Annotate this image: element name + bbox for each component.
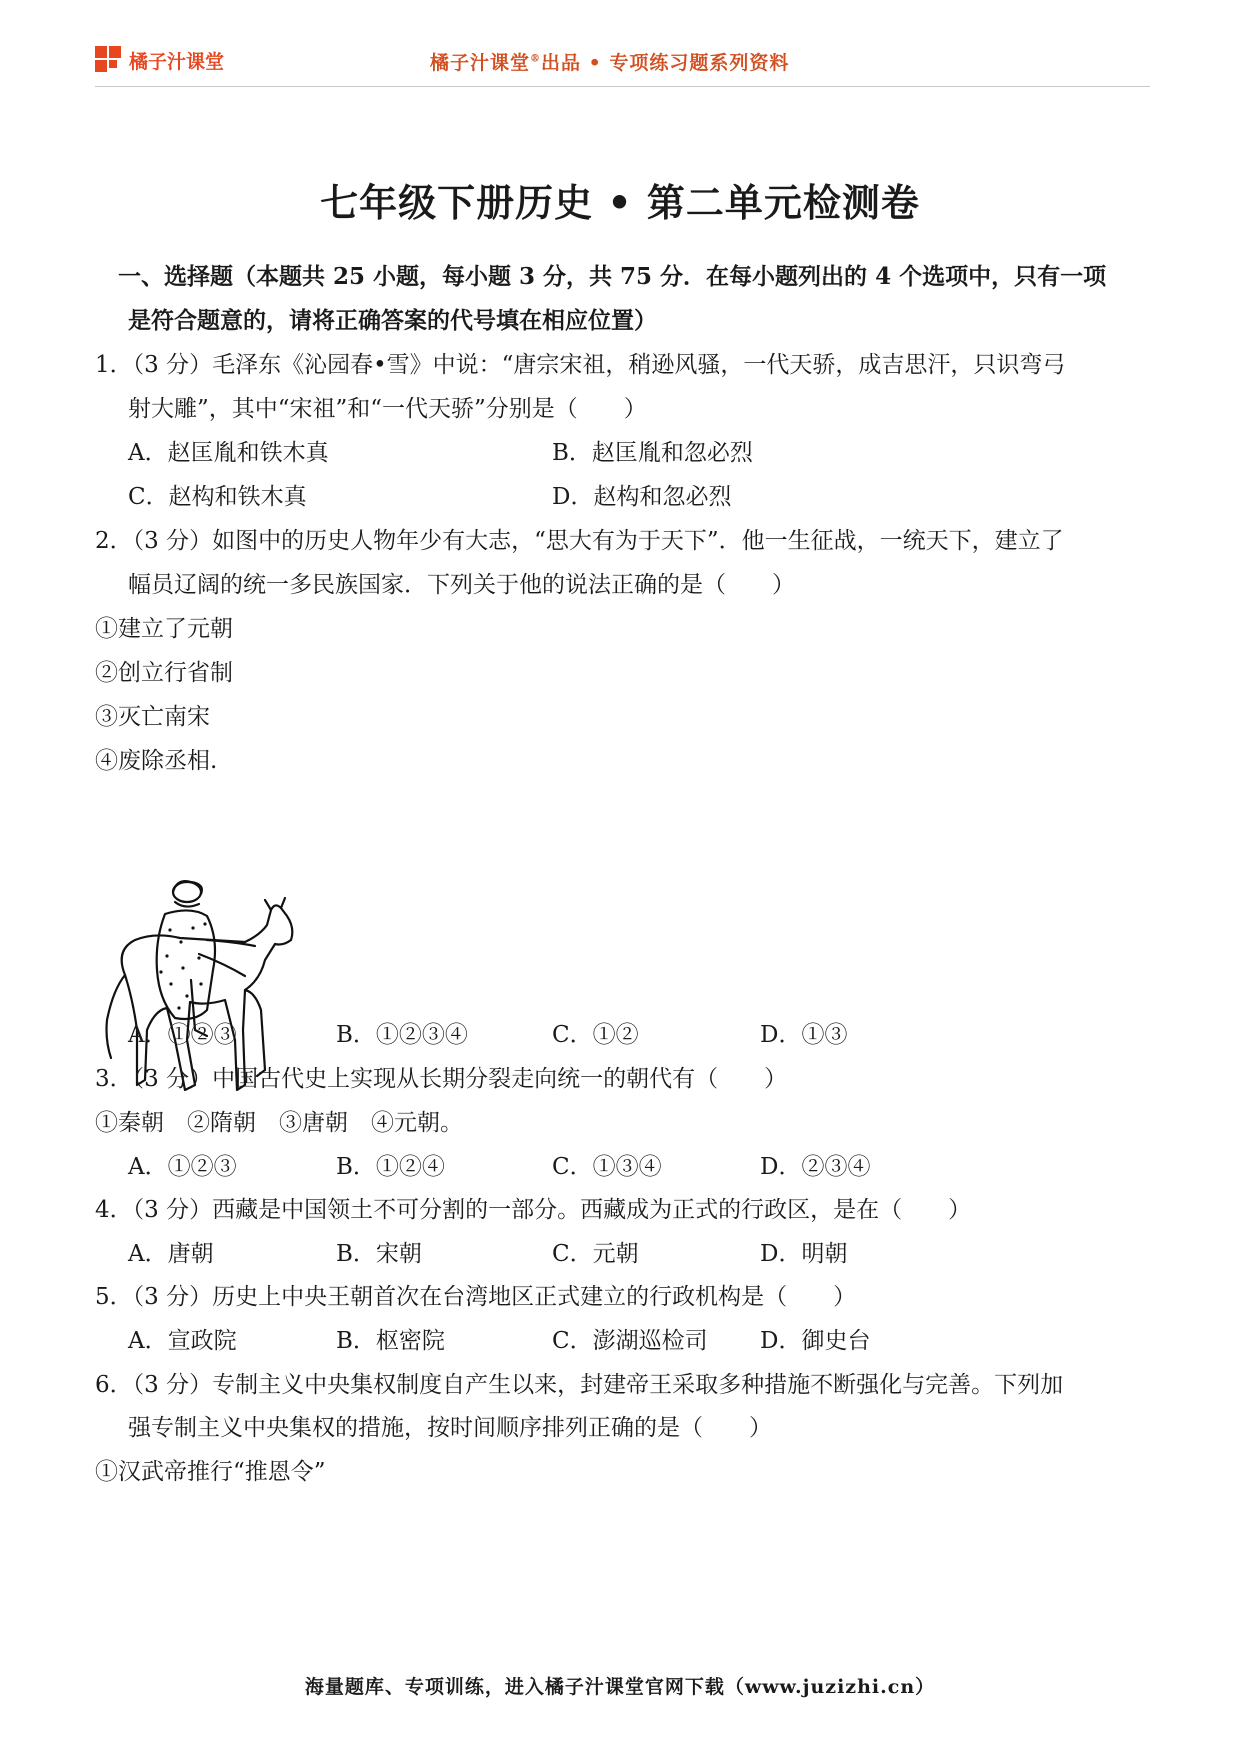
page-footer: 海量题库、专项训练，进入橘子汁课堂官网下载（www.juzizhi.cn） xyxy=(304,1676,936,1698)
logo-icon xyxy=(95,46,123,74)
q5-option-b: B．枢密院 xyxy=(336,1328,445,1354)
q1-option-c: C．赵构和铁木真 xyxy=(128,484,307,510)
brand-logo xyxy=(95,46,224,74)
q2-option-b: B．①②③④ xyxy=(336,1022,468,1048)
q3-option-d: D．②③④ xyxy=(760,1154,871,1180)
q2-item-2: ②创立行省制 xyxy=(95,660,233,686)
q2-option-a: A．①②③ xyxy=(128,1022,237,1048)
page-header xyxy=(95,40,1150,87)
q1-option-b: B．赵匡胤和忽必烈 xyxy=(552,440,753,466)
section-heading-line1: 一、选择题（本题共 25 小题，每小题 3 分，共 75 分．在每小题列出的 4 个选项中，只有一项 xyxy=(118,263,1107,290)
q2-item-4: ④废除丞相. xyxy=(95,748,218,774)
q5-stem: 5．（3 分）历史上中央王朝首次在台湾地区正式建立的行政机构是（ ） xyxy=(95,1284,857,1310)
q3-option-b: B．①②④ xyxy=(336,1154,445,1180)
q6-stem-line2: 强专制主义中央集权的措施，按时间顺序排列正确的是（ ） xyxy=(128,1415,772,1441)
q5-option-c: C．澎湖巡检司 xyxy=(552,1328,708,1354)
q6-item-1: ①汉武帝推行“推恩令” xyxy=(95,1459,326,1485)
q3-stem: 3．（3 分）中国古代史上实现从长期分裂走向统一的朝代有（ ） xyxy=(95,1066,788,1092)
q2-stem-line2: 幅员辽阔的统一多民族国家．下列关于他的说法正确的是（ ） xyxy=(128,572,795,598)
document-title: 七年级下册历史 • 第二单元检测卷 xyxy=(320,180,920,225)
section-heading-line2: 是符合题意的，请将正确答案的代号填在相应位置） xyxy=(128,307,657,334)
q4-stem: 4．（3 分）西藏是中国领土不可分割的一部分。西藏成为正式的行政区，是在（ ） xyxy=(95,1197,972,1223)
q2-option-c: C．①② xyxy=(552,1022,639,1048)
logo-text: 橘子汁课堂 xyxy=(129,50,225,73)
q2-option-d: D．①③ xyxy=(760,1022,848,1048)
q5-option-a: A．宣政院 xyxy=(128,1328,237,1354)
q1-stem-line1: 1．（3 分）毛泽东《沁园春•雪》中说：“唐宗宋祖，稍逊风骚，一代天骄，成吉思汗，只识弯弓 xyxy=(95,352,1066,378)
q4-option-a: A．唐朝 xyxy=(128,1241,214,1267)
q2-item-3: ③灭亡南宋 xyxy=(95,704,210,730)
q3-items: ①秦朝 ②隋朝 ③唐朝 ④元朝。 xyxy=(95,1110,463,1136)
q5-option-d: D．御史台 xyxy=(760,1328,871,1354)
q4-option-b: B．宋朝 xyxy=(336,1241,422,1267)
q3-option-c: C．①③④ xyxy=(552,1154,662,1180)
q1-option-a: A．赵匡胤和铁木真 xyxy=(128,440,329,466)
q1-stem-line2: 射大雕”，其中“宋祖”和“一代天骄”分别是（ ） xyxy=(128,396,647,422)
q1-option-d: D．赵构和忽必烈 xyxy=(552,484,732,510)
q4-option-c: C．元朝 xyxy=(552,1241,639,1267)
q3-option-a: A．①②③ xyxy=(128,1154,237,1180)
q2-stem-line1: 2．（3 分）如图中的历史人物年少有大志，“思大有为于天下”．他一生征战，一统天下，建立了 xyxy=(95,528,1064,554)
q2-item-1: ①建立了元朝 xyxy=(95,616,233,642)
header-title: 橘子汁课堂®出品 • 专项练习题系列资料 xyxy=(430,52,790,74)
q4-option-d: D．明朝 xyxy=(760,1241,848,1267)
q6-stem-line1: 6．（3 分）专制主义中央集权制度自产生以来，封建帝王采取多种措施不断强化与完善。下列加 xyxy=(95,1372,1064,1398)
